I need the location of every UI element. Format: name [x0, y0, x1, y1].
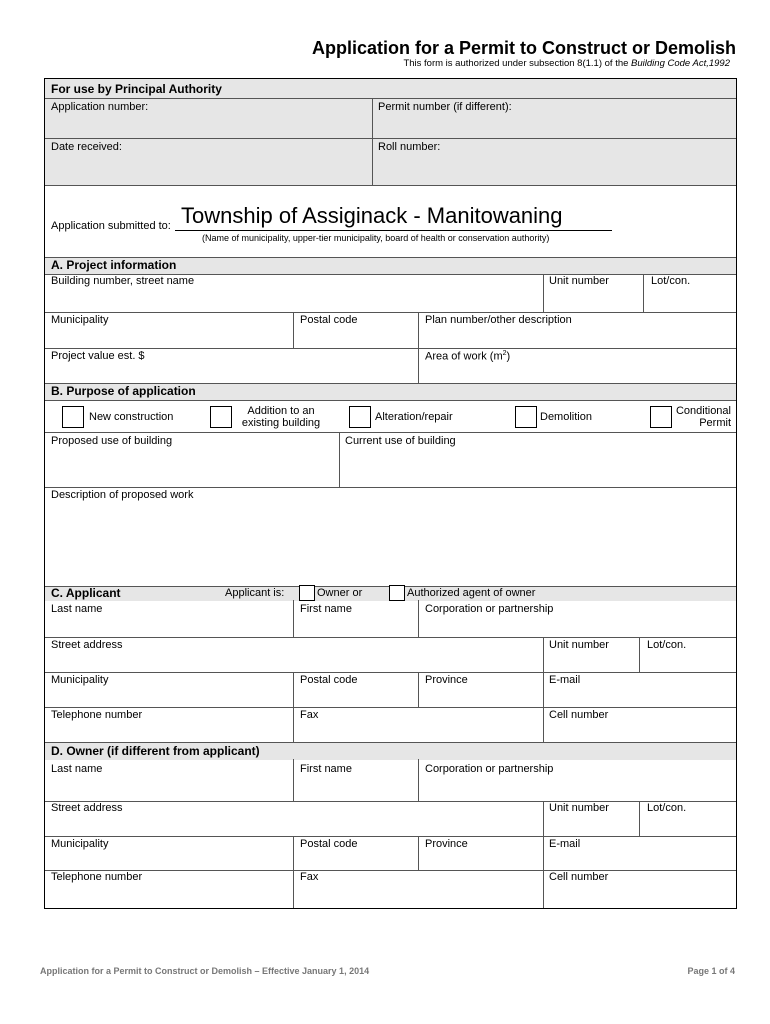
alteration-label: Alteration/repair [375, 411, 453, 423]
owner-fax-field[interactable]: Fax [300, 871, 319, 883]
application-number-field[interactable]: Application number: [51, 101, 149, 113]
subtitle-prefix: This form is authorized under subsection 8(1.1) of the [403, 58, 632, 69]
alteration-checkbox[interactable] [349, 406, 371, 428]
project-postal-code-field[interactable]: Postal code [300, 314, 358, 326]
project-lot-con-field[interactable]: Lot/con. [651, 275, 691, 287]
form-title: Application for a Permit to Construct or Demolish [311, 38, 736, 58]
demolition-label: Demolition [540, 411, 592, 423]
project-value-field[interactable]: Project value est. $ [51, 350, 145, 362]
conditional-permit-label [663, 405, 731, 429]
applicant-first-name-field[interactable]: First name [300, 603, 352, 615]
owner-province-field[interactable]: Province [425, 838, 468, 850]
project-unit-number-field[interactable]: Unit number [549, 275, 609, 287]
new-construction-checkbox[interactable] [62, 406, 84, 428]
owner-unit-number-field[interactable]: Unit number [549, 802, 609, 814]
addition-line2: existing building [241, 417, 321, 429]
subtitle-act: Building Code Act,1992 [631, 58, 730, 69]
description-field[interactable]: Description of proposed work [51, 489, 194, 501]
owner-corporation-field[interactable]: Corporation or partnership [425, 763, 554, 775]
section-a-heading: A. Project information [51, 258, 177, 272]
owner-last-name-field[interactable]: Last name [51, 763, 103, 775]
roll-number-field[interactable]: Roll number: [378, 141, 441, 153]
project-municipality-field[interactable]: Municipality [51, 314, 109, 326]
owner-street-field[interactable]: Street address [51, 802, 123, 814]
owner-lot-con-field[interactable]: Lot/con. [647, 802, 687, 814]
owner-cell-field[interactable]: Cell number [549, 871, 609, 883]
applicant-lot-con-field[interactable]: Lot/con. [647, 639, 687, 651]
applicant-telephone-field[interactable]: Telephone number [51, 709, 143, 721]
applicant-postal-code-field[interactable]: Postal code [300, 674, 358, 686]
addition-label [236, 405, 326, 429]
section-b-heading: B. Purpose of application [51, 384, 196, 398]
area-sup: 2 [502, 350, 507, 357]
applicant-cell-field[interactable]: Cell number [549, 709, 609, 721]
date-received-field[interactable]: Date received: [51, 141, 122, 153]
current-use-field[interactable]: Current use of building [345, 435, 456, 447]
applicant-municipality-field[interactable]: Municipality [51, 674, 109, 686]
submitted-to-label: Application submitted to: [51, 220, 171, 232]
applicant-corporation-field[interactable]: Corporation or partnership [425, 603, 554, 615]
footer-left: Application for a Permit to Construct or Demolish – Effective January 1, 2014 [40, 966, 370, 976]
plan-number-field[interactable]: Plan number/other description [425, 314, 572, 326]
municipality-hint: (Name of municipality, upper-tier municipality, board of health or conservation authority) [202, 233, 550, 243]
area-of-work-field[interactable] [425, 350, 510, 363]
submitted-to-underline [175, 230, 612, 231]
demolition-checkbox[interactable] [515, 406, 537, 428]
owner-telephone-field[interactable]: Telephone number [51, 871, 143, 883]
form-subtitle [0, 58, 730, 69]
permit-number-field[interactable]: Permit number (if different): [378, 101, 512, 113]
conditional-line2: Permit [699, 417, 731, 429]
conditional-line1: Conditional [675, 405, 731, 417]
applicant-owner-label: Owner or [317, 587, 363, 599]
applicant-email-field[interactable]: E-mail [549, 674, 581, 686]
section-c-heading: C. Applicant [51, 586, 121, 600]
applicant-is-label: Applicant is: [225, 587, 285, 599]
area-close: ) [506, 350, 511, 363]
applicant-province-field[interactable]: Province [425, 674, 468, 686]
applicant-agent-label: Authorized agent of owner [407, 587, 536, 599]
owner-email-field[interactable]: E-mail [549, 838, 581, 850]
proposed-use-field[interactable]: Proposed use of building [51, 435, 173, 447]
new-construction-label: New construction [89, 411, 174, 423]
owner-postal-code-field[interactable]: Postal code [300, 838, 358, 850]
applicant-owner-checkbox[interactable] [299, 585, 315, 601]
area-label: Area of work (m [425, 350, 503, 363]
page-number: Page 1 of 4 [687, 966, 735, 976]
form-frame [44, 78, 737, 909]
authority-heading: For use by Principal Authority [51, 82, 222, 96]
applicant-unit-number-field[interactable]: Unit number [549, 639, 609, 651]
municipality-name-field[interactable]: Township of Assiginack - Manitowaning [181, 203, 563, 228]
owner-first-name-field[interactable]: First name [300, 763, 352, 775]
addition-line1: Addition to an [247, 405, 315, 417]
applicant-street-field[interactable]: Street address [51, 639, 123, 651]
building-street-field[interactable]: Building number, street name [51, 275, 195, 287]
owner-municipality-field[interactable]: Municipality [51, 838, 109, 850]
applicant-fax-field[interactable]: Fax [300, 709, 319, 721]
section-d-heading: D. Owner (if different from applicant) [51, 744, 260, 758]
applicant-agent-checkbox[interactable] [389, 585, 405, 601]
addition-checkbox[interactable] [210, 406, 232, 428]
applicant-last-name-field[interactable]: Last name [51, 603, 103, 615]
